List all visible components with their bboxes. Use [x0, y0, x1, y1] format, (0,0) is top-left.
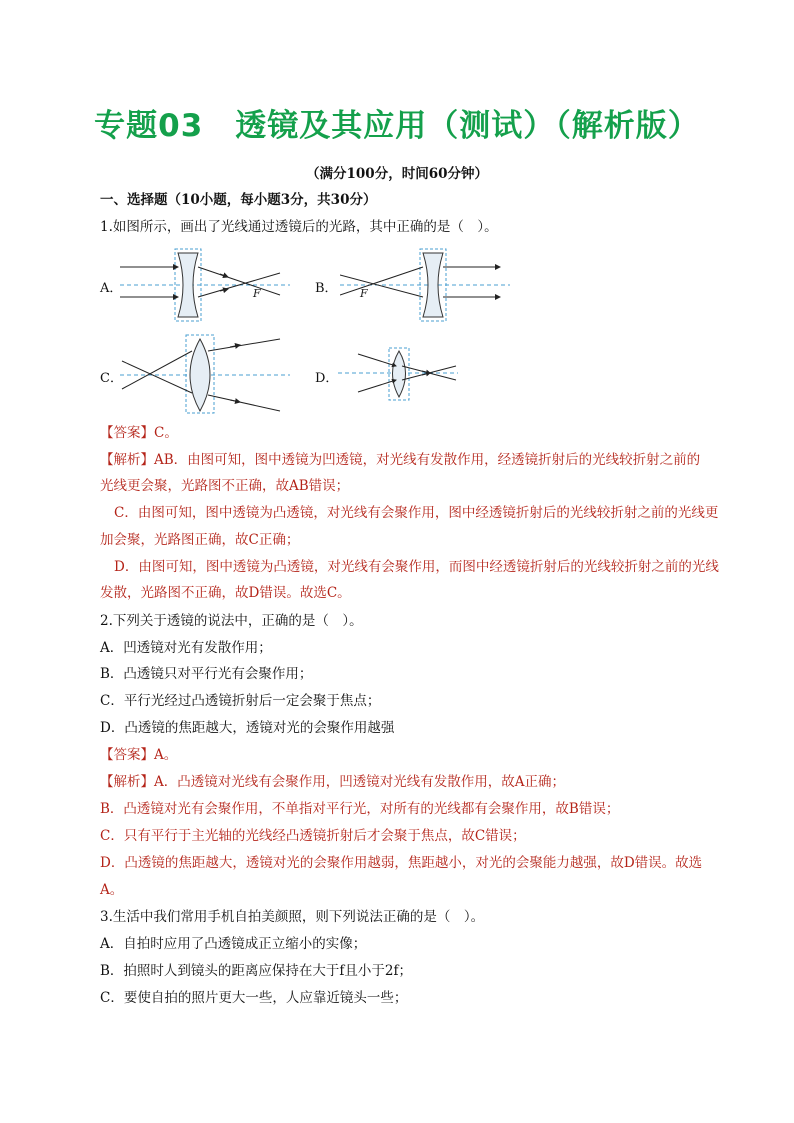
q1-answer [100, 423, 730, 443]
q2-analysis-line-2: B．凸透镜对光有会聚作用，不单指对平行光，对所有的光线都有会聚作用，故B错误； [100, 801, 620, 817]
q2-analysis-line-4: D．凸透镜的焦距越大，透镜对光的会聚作用越弱，焦距越小，对光的会聚能力越强，故D错误。故选 [100, 855, 703, 871]
q3-option-a: A．自拍时应用了凸透镜成正立缩小的实像； [100, 936, 367, 952]
analysis-tag: 【解析】 [100, 452, 154, 468]
option-b-label: B． [315, 281, 338, 296]
option-d-label: D． [315, 371, 339, 386]
diagram-d [338, 340, 458, 406]
question-3-stem: 3.生活中我们常用手机自拍美颜照，则下列说法正确的是（ ）。 [100, 909, 485, 925]
answer-value: A。 [154, 747, 178, 763]
q1-analysis-line-2: 光线更会聚，光路图不正确，故AB错误； [100, 478, 350, 494]
analysis-tag: 【解析】 [100, 774, 154, 790]
diagram-a [120, 245, 290, 325]
answer-value: C。 [154, 425, 178, 441]
diagram-b [340, 245, 510, 325]
q1-analysis-line-5: D．由图可知，图中透镜为凸透镜，对光线有会聚作用，而图中经透镜折射后的光线较折射之前的光线 [114, 559, 719, 575]
q3-option-b: B．拍照时人到镜头的距离应保持在大于f且小于2f； [100, 963, 413, 979]
answer-tag: 【答案】 [100, 425, 154, 441]
q2-option-c: C．平行光经过凸透镜折射后一定会聚于焦点； [100, 693, 381, 709]
q2-analysis-line-3: C．只有平行于主光轴的光线经凸透镜折射后才会聚于焦点，故C错误； [100, 828, 526, 844]
q1-analysis-line-6: 发散，光路图不正确，故D错误。故选C。 [100, 585, 351, 601]
option-a-label: A． [100, 281, 123, 296]
focus-label-b: F [360, 287, 368, 300]
page-title: 专题03 透镜及其应用（测试）（解析版） [94, 108, 700, 144]
q2-option-d: D．凸透镜的焦距越大，透镜对光的会聚作用越强 [100, 720, 395, 736]
q2-option-b: B．凸透镜只对平行光有会聚作用； [100, 666, 313, 682]
answer-tag: 【答案】 [100, 747, 154, 763]
diagram-c [120, 333, 290, 415]
question-1-stem: 1.如图所示，画出了光线通过透镜后的光路，其中正确的是（ ）。 [100, 219, 498, 235]
q1-analysis-line-4: 加会聚，光路图正确，故C正确； [100, 532, 300, 548]
page-subtitle: （满分100分，时间60分钟） [306, 166, 488, 182]
analysis-text: AB．由图可知，图中透镜为凹透镜，对光线有发散作用，经透镜折射后的光线较折射之前的 [154, 452, 701, 468]
q2-option-a: A．凹透镜对光有发散作用； [100, 640, 272, 656]
q1-analysis-line-1 [100, 450, 730, 470]
option-c-label: C． [100, 371, 123, 386]
focus-label-a: F [253, 287, 261, 300]
q1-analysis-line-3: C．由图可知，图中透镜为凸透镜，对光线有会聚作用，图中经透镜折射后的光线较折射之前的光线更 [114, 505, 719, 521]
analysis-text: A．凸透镜对光线有会聚作用，凹透镜对光线有发散作用，故A正确； [154, 774, 565, 790]
q2-answer [100, 745, 730, 765]
section-heading: 一、选择题（10小题，每小题3分，共30分） [100, 192, 377, 208]
question-2-stem: 2.下列关于透镜的说法中，正确的是（ ）。 [100, 613, 363, 629]
q2-analysis-line-1 [100, 772, 730, 792]
q3-option-c: C．要使自拍的照片更大一些，人应靠近镜头一些； [100, 990, 408, 1006]
q2-analysis-line-5: A。 [100, 882, 124, 898]
